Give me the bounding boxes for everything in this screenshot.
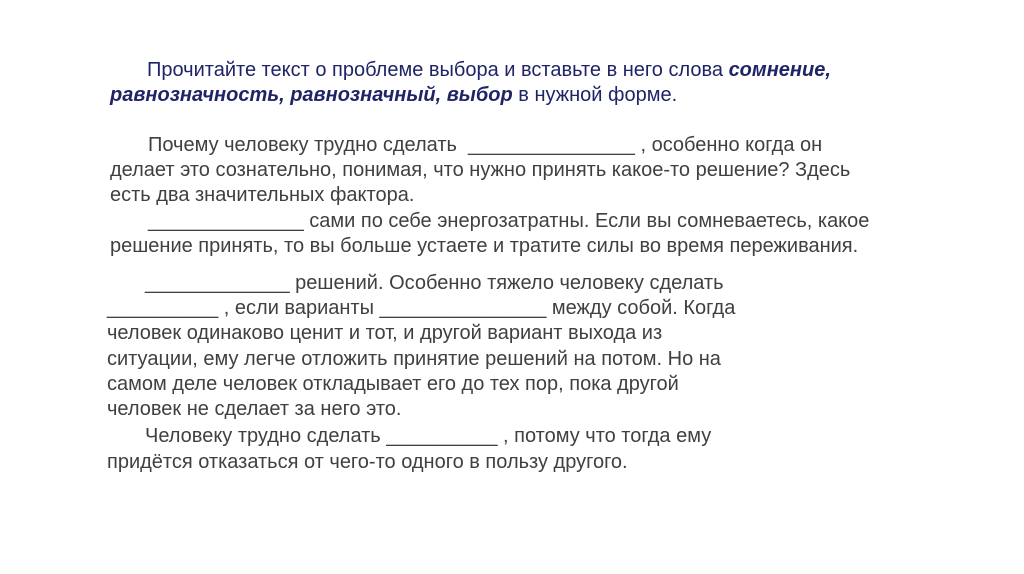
paragraph3-line: ситуации, ему легче отложить принятие решений на потом. Но на bbox=[107, 348, 721, 370]
paragraph4-line: Человеку трудно сделать __________ , потому что тогда ему bbox=[145, 425, 712, 447]
instruction-line-1 bbox=[147, 60, 831, 80]
paragraph2-line: ______________ сами по себе энергозатратны. Если вы сомневаетесь, какое bbox=[148, 210, 870, 232]
instruction-text: в нужной форме. bbox=[512, 84, 678, 106]
paragraph3-line: человек одинаково ценит и тот, и другой вариант выхода из bbox=[107, 322, 663, 344]
paragraph1-line: есть два значительных фактора. bbox=[110, 184, 415, 206]
instruction-keywords: равнозначность, равнозначный, выбор bbox=[110, 84, 513, 106]
paragraph3-line: _____________ решений. Особенно тяжело человеку сделать bbox=[145, 272, 724, 294]
paragraph3-line: самом деле человек откладывает его до тех пор, пока другой bbox=[107, 373, 679, 395]
paragraph1-line: Почему человеку трудно сделать _______________ , особенно когда он bbox=[148, 134, 823, 156]
paragraph3-line: __________ , если варианты _______________ между собой. Когда bbox=[107, 297, 736, 319]
paragraph1-line: делает это сознательно, понимая, что нужно принять какое-то решение? Здесь bbox=[110, 159, 851, 181]
instruction-keywords: сомнение, bbox=[728, 59, 831, 81]
paragraph3-line: человек не сделает за него это. bbox=[107, 398, 402, 420]
instruction-text: Прочитайте текст о проблеме выбора и вставьте в него слова bbox=[147, 59, 729, 81]
instruction-line-2 bbox=[110, 85, 677, 105]
paragraph2-line: решение принять, то вы больше устаете и тратите силы во время переживания. bbox=[110, 235, 859, 257]
paragraph4-line: придётся отказаться от чего-то одного в пользу другого. bbox=[107, 451, 628, 473]
